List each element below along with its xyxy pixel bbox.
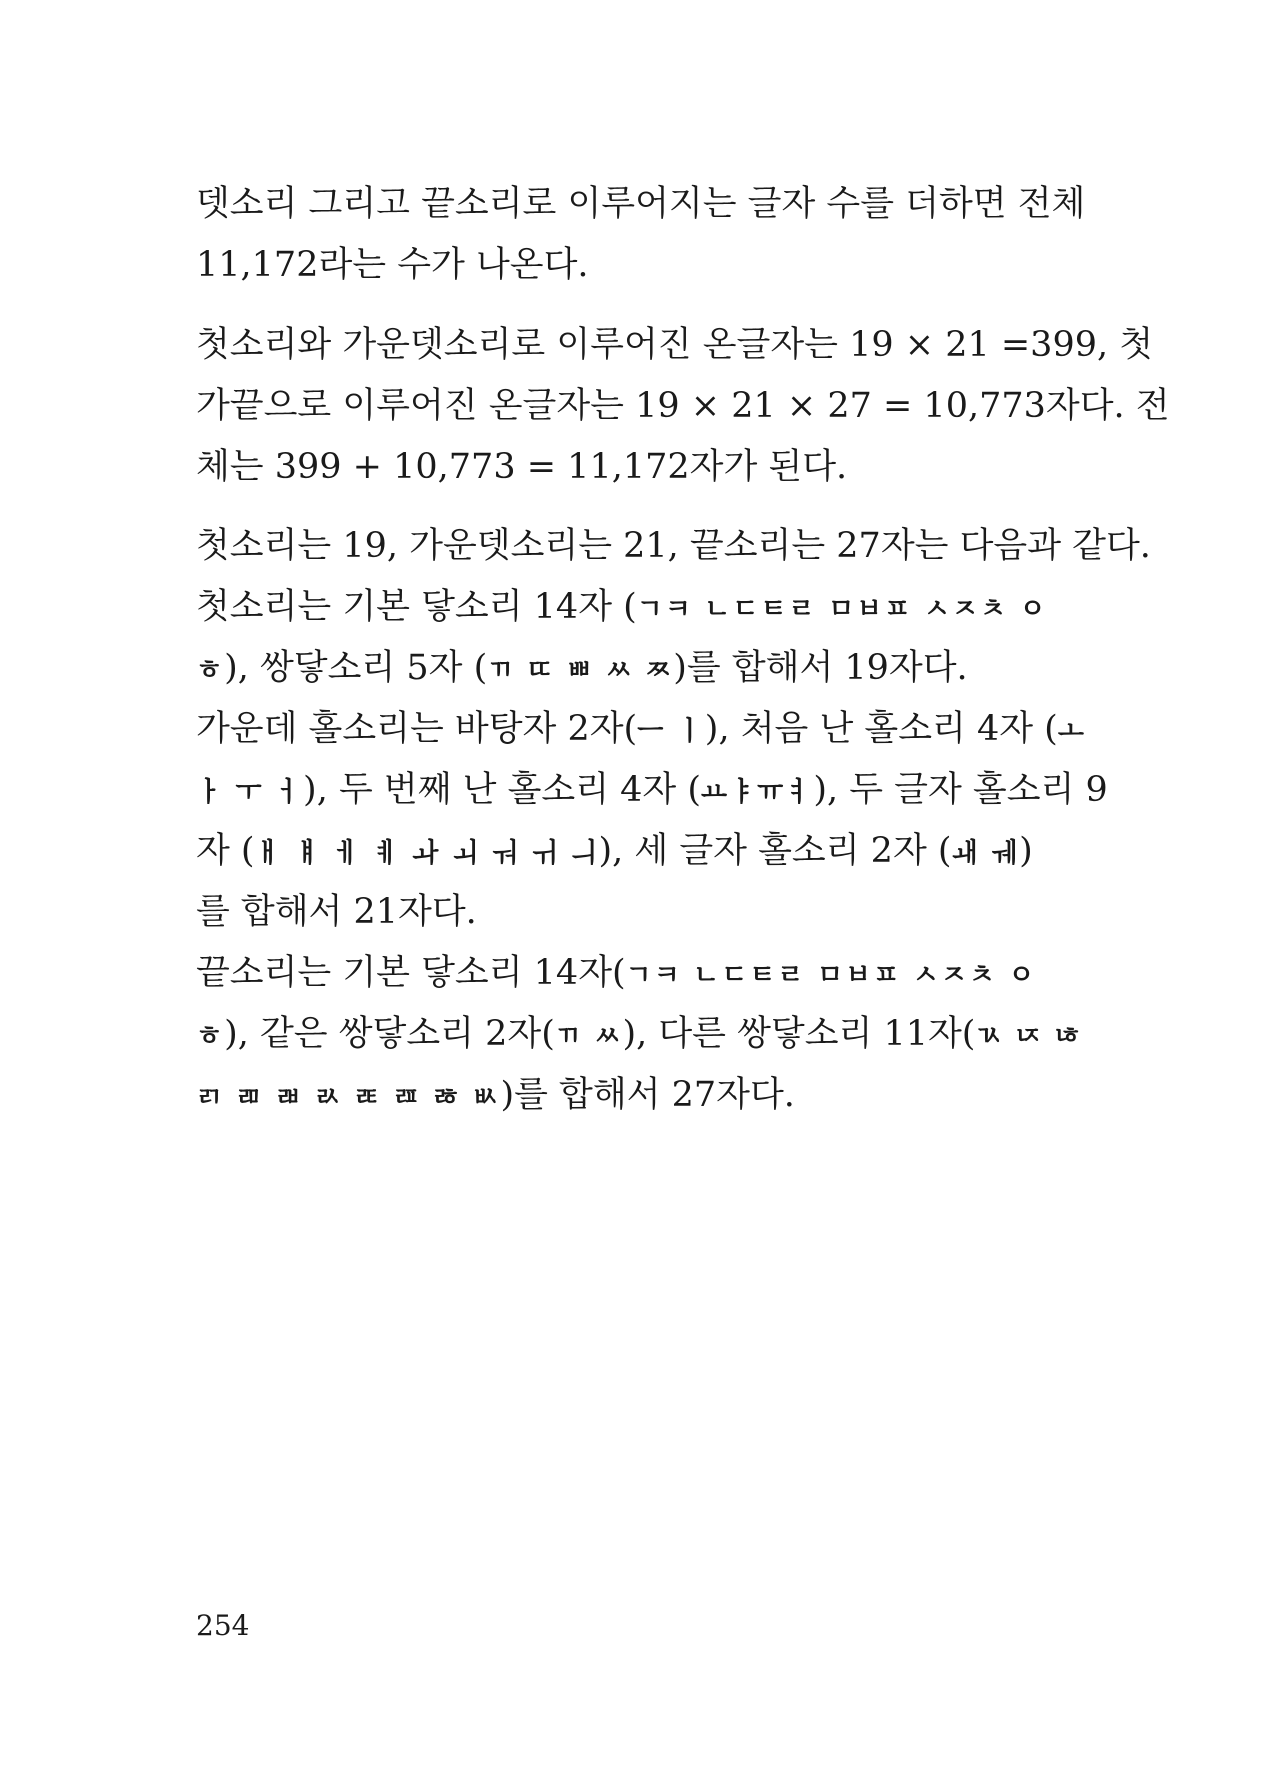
detail-line-vowels-4 xyxy=(196,882,1116,943)
jamo-run: ㅏ ㅜ ㅓ xyxy=(196,777,304,808)
jamo-run: ㄱㅋ ㄴㄷㅌㄹ ㅁㅂㅍ ㅅㅈㅊ ㅇ xyxy=(636,594,1048,625)
jamo-run: ㄲ ㄸ ㅃ ㅆ ㅉ xyxy=(487,655,674,686)
text-run: 가운데 홀소리는 바탕자 2자( xyxy=(196,709,638,749)
jamo-run: ㅎ xyxy=(196,655,225,686)
text-run: ), 두 글자 홀소리 9 xyxy=(813,770,1108,810)
jamo-run: ㅐ ㅒ ㅔ ㅖ ㅘ ㅚ ㅝ ㅟ ㅢ xyxy=(254,838,599,869)
paragraph-line: 11,172라는 수가 나온다. xyxy=(196,245,589,285)
detail-line-vowels-1 xyxy=(196,699,1116,760)
text-run: )를 합해서 27자다. xyxy=(500,1075,795,1115)
jamo-run: ㄺ ㄻ ㄼ ㄽ ㄾ ㄿ ㅀ ㅄ xyxy=(196,1082,501,1113)
jamo-run: ㄲ ㅆ xyxy=(554,1021,623,1052)
paragraph-line: 가끝으로 이루어진 온글자는 19 × 21 × 27 = 10,773자다. 전 xyxy=(196,386,1170,426)
jamo-run: ㅗ xyxy=(1057,716,1086,747)
text-run: 첫소리는 기본 닿소리 14자 ( xyxy=(196,587,637,627)
jamo-run: ㅙ ㅞ xyxy=(951,838,1020,869)
text-run: ), 같은 쌍닿소리 2자( xyxy=(224,1014,555,1054)
jamo-run: ㅎ xyxy=(196,1021,225,1052)
text-run: ), 두 번째 난 홀소리 4자 ( xyxy=(303,770,701,810)
page-number: 254 xyxy=(196,1609,250,1642)
paragraph-line: 첫소리는 19, 가운뎃소리는 21, 끝소리는 27자는 다음과 같다. xyxy=(196,526,1151,566)
jamo-run: ㄳ ㄵ ㄶ xyxy=(975,1021,1083,1052)
paragraph-3 xyxy=(196,516,1151,1126)
paragraph-2 xyxy=(196,315,1170,498)
text-run: ), 쌍닿소리 5자 ( xyxy=(224,648,488,688)
paragraph-1 xyxy=(196,174,1116,296)
jamo-run: ㄱㅋ ㄴㄷㅌㄹ ㅁㅂㅍ ㅅㅈㅊ ㅇ xyxy=(625,960,1037,991)
text-run: ) xyxy=(1019,831,1033,871)
jamo-run: ㅡ ㅣ xyxy=(637,716,705,747)
text-run: 끝소리는 기본 닿소리 14자( xyxy=(196,953,626,993)
text-run: ), 처음 난 홀소리 4자 ( xyxy=(704,709,1058,749)
paragraph-line: 체는 399 + 10,773 = 11,172자가 된다. xyxy=(196,447,848,487)
detail-line-finals-1 xyxy=(196,943,1116,1004)
text-run: 자 ( xyxy=(196,831,255,871)
detail-line-vowels-2 xyxy=(196,760,1116,821)
detail-line-initials-1 xyxy=(196,577,1116,638)
text-run: )를 합해서 19자다. xyxy=(673,648,968,688)
detail-line-finals-2 xyxy=(196,1004,1116,1065)
jamo-run: ㅛㅑㅠㅕ xyxy=(700,777,814,808)
text-run: 를 합해서 21자다. xyxy=(196,892,477,932)
text-run: ), 다른 쌍닿소리 11자( xyxy=(622,1014,976,1054)
paragraph-line: 첫소리와 가운뎃소리로 이루어진 온글자는 19 × 21 =399, 첫 xyxy=(196,325,1154,365)
text-run: ), 세 글자 홀소리 2자 ( xyxy=(598,831,952,871)
detail-line-vowels-3 xyxy=(196,821,1116,882)
paragraph-line: 뎃소리 그리고 끝소리로 이루어지는 글자 수를 더하면 전체 xyxy=(196,184,1086,224)
detail-line-initials-2 xyxy=(196,638,1116,699)
detail-line-finals-3 xyxy=(196,1065,1116,1126)
